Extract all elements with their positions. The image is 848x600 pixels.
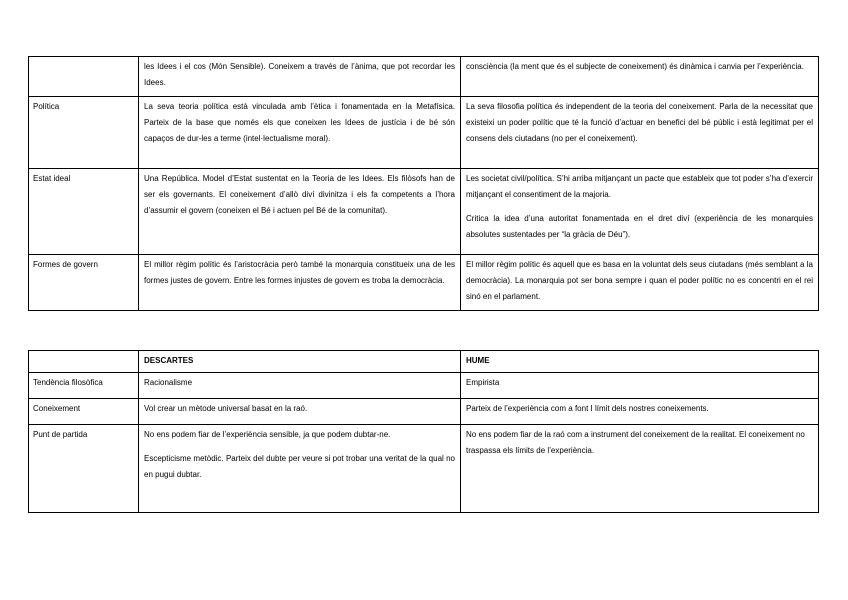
table-row [29, 255, 819, 311]
cell-col1: les Idees i el cos (Món Sensible). Coneixem a través de l’ànima, que pot recordar les Idees. [139, 57, 461, 97]
header-hume: HUME [461, 351, 819, 373]
table-row [29, 373, 819, 399]
cell-col2: No ens podem fiar de la raó com a instrument del coneixement de la realitat. El coneixement no traspassa els límits de l’experiència. [461, 425, 819, 513]
cell-col1: Racionalisme [139, 373, 461, 399]
table-row [29, 169, 819, 255]
cell-col2 [461, 169, 819, 255]
table-row [29, 97, 819, 169]
cell-col2: Parteix de l’experiència com a font I límit dels nostres coneixements. [461, 399, 819, 425]
row-label [29, 57, 139, 97]
cell-col1 [139, 425, 461, 513]
table-header-row [29, 351, 819, 373]
comparison-table-plato-aristotle [28, 56, 819, 311]
cell-col2: La seva filosofia política és independent de la teoria del coneixement. Parla de la necessitat que existeixi un poder polític que té la funció d’actuar en benefici del bé públic i està legitimat per el consens dels ciutadans (no per el coneixement). [461, 97, 819, 169]
row-label: Tendència filosòfica [29, 373, 139, 399]
cell-col2: El millor règim polític és aquell que es basa en la voluntat dels seus ciutadans (més semblant a la democràcia). La monarquia pot ser bona sempre i quan el poder polític no es concentri en el rei sinó en el parlament. [461, 255, 819, 311]
header-label [29, 351, 139, 373]
header-descartes: DESCARTES [139, 351, 461, 373]
row-label: Política [29, 97, 139, 169]
table-row [29, 425, 819, 513]
cell-col1: El millor règim polític és l’aristocràcia però també la monarquia constitueix una de les formes justes de govern. Entre les formes injustes de govern es troba la democràcia. [139, 255, 461, 311]
paragraph: Les societat civil/política. S’hi arriba mitjançant un pacte que estableix que tot poder s’ha d’exercir mitjançant el consentiment de la majoria. [466, 174, 813, 199]
cell-col1: La seva teoria política està vinculada amb l’ètica i fonamentada en la Metafísica. Parteix de la base que només els que coneixen les Idees de justícia i de bé són capaços de dur-les a terme (intel·lectualisme moral). [139, 97, 461, 169]
row-label: Formes de govern [29, 255, 139, 311]
cell-col2: Empirista [461, 373, 819, 399]
paragraph: Escepticisme metòdic. Parteix del dubte per veure si pot trobar una veritat de la qual no en pugui dubtar. [144, 454, 455, 479]
paragraph: Critica la idea d’una autoritat fonamentada en el dret diví (experiència de les monarquies absolutes sustentades per “la gràcia de Déu”). [466, 214, 813, 239]
cell-col1: Una República. Model d’Estat sustentat en la Teoria de les Idees. Els filòsofs han de ser els governants. El coneixement d’allò diví divinitza i els fa competents a l’hora d’assumir el govern (coneixen el Bé i actuen pel Bé de la comunitat). [139, 169, 461, 255]
cell-col2: consciència (la ment que és el subjecte de coneixement) és dinàmica i canvia per l’experiència. [461, 57, 819, 97]
row-label: Estat ideal [29, 169, 139, 255]
row-label: Coneixement [29, 399, 139, 425]
paragraph: No ens podem fiar de l’experiència sensible, ja que podem dubtar-ne. [144, 430, 391, 439]
table-row [29, 399, 819, 425]
table-row [29, 57, 819, 97]
row-label: Punt de partida [29, 425, 139, 513]
cell-col1: Vol crear un mètode universal basat en la raó. [139, 399, 461, 425]
comparison-table-descartes-hume [28, 350, 819, 513]
